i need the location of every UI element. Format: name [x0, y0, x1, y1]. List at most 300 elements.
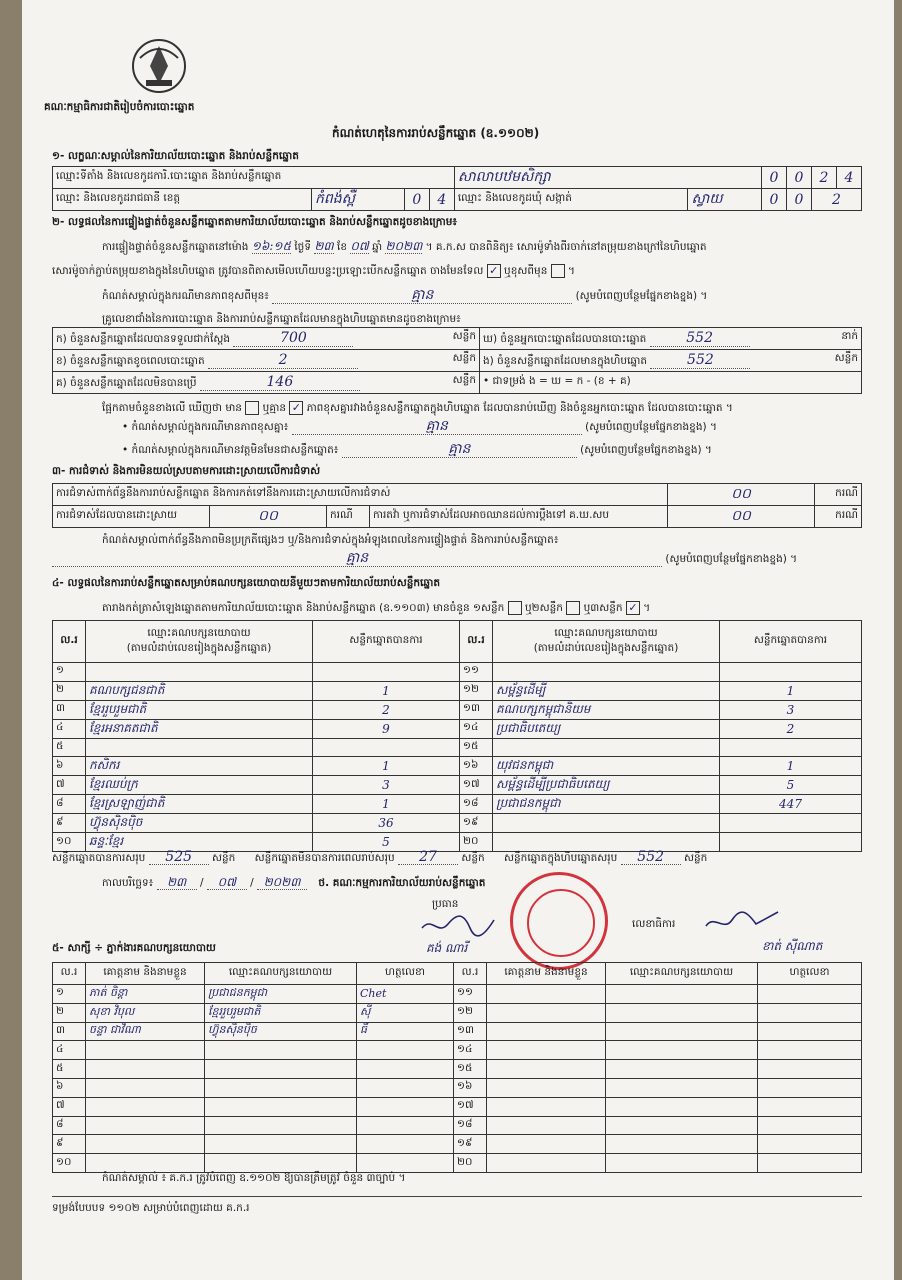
witness-signature: [758, 1041, 862, 1060]
day-label: ថ្ងៃទី: [294, 241, 311, 253]
witness-signature: [357, 1135, 454, 1154]
location-label: ឈ្មោះទីតាំង និងលេខកូដការិ.បោះឆ្នោត និងរាប់សន្លឹកឆ្នោត: [53, 167, 455, 189]
party-name: គណបក្សកម្ពុជានិយម: [493, 700, 720, 719]
witness-name: [487, 1154, 606, 1173]
col-sign: ហត្ថលេខា: [357, 963, 454, 985]
table-row: [53, 1097, 862, 1116]
in-box-row: [480, 350, 862, 372]
no-discrepancy-checkbox[interactable]: ✓: [289, 401, 303, 415]
date-year: ២០២៣: [257, 876, 307, 890]
note1-value: គ្មាន: [411, 287, 434, 303]
witness-party: [606, 1078, 758, 1097]
resolved-label: ការជំទាស់ដែលបានដោះស្រាយ: [53, 506, 210, 528]
p2-text: សោរម៉ូចាក់ភ្ជាប់តម្រុយខាងក្នុងនៃហិបឆ្នោត ត្រូវបានពិតាសមើលហើយបន្ទះប្រឡោះបើកសន្លឹកឆ្នោត ចាងមែនទែល: [52, 265, 484, 277]
commune-code-digit: 2: [812, 189, 862, 211]
col-party-title: ឈ្មោះគណបក្សនយោបាយ: [147, 626, 251, 639]
same-checkbox[interactable]: ✓: [487, 264, 501, 278]
witness-signature: [758, 1135, 862, 1154]
chair-label: ប្រធាន: [432, 898, 459, 910]
p2-text-b: ឬខុសពីមុន: [504, 265, 548, 277]
vote-count: [720, 814, 862, 833]
section5-note: កំណត់សម្គាល់ ៖ គ.ក.រ ត្រូវបំពេញ ឧ.១១០២ ឱ្យបានត្រឹមត្រូវ ចំនួន ៣ច្បាប់ ។: [102, 1172, 406, 1184]
row-number: ១១: [454, 985, 487, 1004]
vote-count: 9: [313, 719, 460, 738]
party-name: [493, 814, 720, 833]
vote-count: 447: [720, 795, 862, 814]
witness-signature: Chet: [357, 985, 454, 1004]
col-party: ឈ្មោះគណបក្សនយោបាយ: [606, 963, 758, 985]
two-sheet-checkbox[interactable]: [566, 601, 580, 615]
p5-text: ផ្អែកតាមចំនួនខាងលើ ឃើញថា មាន: [102, 402, 242, 414]
table-row: [53, 757, 862, 776]
chair-signature-icon: [418, 910, 498, 940]
witness-name: [487, 1078, 606, 1097]
note2-value: គ្មាន: [425, 418, 448, 434]
party-name: [86, 663, 313, 682]
row-number: ៦: [53, 1078, 86, 1097]
party-name: ខ្មែររួបរួមជាតិ: [86, 700, 313, 719]
vote-count: 3: [313, 776, 460, 795]
party-name: ឆន្ទៈខ្មែរ: [86, 833, 313, 852]
discrepancy-line: [102, 401, 733, 415]
party-name: [493, 833, 720, 852]
party-name: យុវជនកម្ពុជា: [493, 757, 720, 776]
vote-count: 3: [720, 700, 862, 719]
vote-count: 1: [313, 795, 460, 814]
received-label: ក) ចំនួនសន្លឹកឆ្នោតដែលបានទទួលជាក់ស្តែង: [56, 332, 231, 345]
row-number: ៨: [53, 795, 86, 814]
section2-paragraph4: គ្រូលេខាជាំងនៃការបោះឆ្នោត និងការរាប់សន្លឹកឆ្នោតដែលមានក្នុងហិបឆ្នោតមានដូចខាងក្រោម៖: [102, 313, 461, 325]
results-table: [52, 620, 862, 852]
row-number: ១៧: [460, 776, 493, 795]
section2-note1: កំណត់សម្គាល់ក្នុងករណីមានភាពខុសពីមុន៖ គ្មាន (សូមបំពេញបន្ថែមផ្នែកខាងខ្នង) ។: [102, 287, 708, 303]
witness-name: [487, 1097, 606, 1116]
witness-party: [606, 1003, 758, 1022]
col-votes: សន្លឹកឆ្នោតបានការ: [720, 621, 862, 663]
p5-text-c: ភាពខុសគ្នារវាងចំនួនសន្លឹកឆ្នោតក្នុងហិបឆ្នោត ដែលបានរាប់ឃើញ និងចំនួនអ្នកបោះឆ្នោត ដែលបានបោះឆ្នោត ។: [306, 402, 733, 414]
witness-signature: [758, 1060, 862, 1079]
party-name: [493, 663, 720, 682]
has-discrepancy-checkbox[interactable]: [245, 401, 259, 415]
row-number: ២: [53, 1003, 86, 1022]
vote-count: 1: [720, 681, 862, 700]
witness-party: [606, 1135, 758, 1154]
witness-name: [487, 1060, 606, 1079]
irregularity-note-label: កំណត់សម្គាល់ពាក់ព័ន្ធនឹងភាពមិនប្រក្រតីផ្សេងៗ ឬ/និងការជំទាស់ក្នុងអំឡុងពេលនៃការផ្ទៀងផ្ទាត់ និងការរាប់សន្លឹកឆ្នោត៖: [102, 534, 559, 546]
row-number: ១៦: [460, 757, 493, 776]
col-no: ល.រ: [454, 963, 487, 985]
row-number: ២០: [454, 1154, 487, 1173]
row-number: ៩: [53, 814, 86, 833]
total-invalid-label: សន្លឹកឆ្នោតមិនបានការពេលរាប់សរុប: [254, 852, 395, 864]
official-stamp-icon: [510, 872, 608, 970]
in-box-value: 552: [650, 352, 750, 369]
table-row: [53, 1135, 862, 1154]
table-row: [53, 1060, 862, 1079]
row-number: ១៦: [454, 1078, 487, 1097]
total-box-label: សន្លឹកឆ្នោតក្នុងហិបឆ្នោតសរុប: [504, 852, 618, 864]
witness-party: ប្រជាជនកម្ពុជា: [205, 985, 357, 1004]
date-label: កាលបរិច្ឆេទ៖: [102, 877, 154, 889]
col-name: គោត្តនាម និងនាមខ្លួន: [487, 963, 606, 985]
row-number: ២: [53, 681, 86, 700]
spoiled-value: 2: [208, 352, 358, 369]
commune-code-digit: 0: [762, 189, 787, 211]
col-no: ល.រ: [53, 963, 86, 985]
location-code-digit: 4: [837, 167, 862, 189]
party-name: កសិករ: [86, 757, 313, 776]
secretary-signature-icon: [702, 904, 782, 934]
witness-signature: [758, 985, 862, 1004]
party-name: [86, 738, 313, 757]
col-votes: សន្លឹកឆ្នោតបានការ: [313, 621, 460, 663]
row-number: ១: [53, 985, 86, 1004]
vote-count: [313, 738, 460, 757]
emblem-seal-icon: [128, 36, 190, 94]
party-name: ខ្មែរស្រឡាញ់ជាតិ: [86, 795, 313, 814]
row-number: ១០: [53, 1154, 86, 1173]
witness-signature: [357, 1041, 454, 1060]
row-number: ៥: [53, 738, 86, 757]
witness-party: [606, 1060, 758, 1079]
witness-name: [86, 1060, 205, 1079]
witness-party: [205, 1060, 357, 1079]
table-row: [53, 776, 862, 795]
witness-party: [205, 1116, 357, 1135]
row-number: ២០: [460, 833, 493, 852]
unit-label: ករណី: [815, 506, 862, 528]
three-sheet-checkbox[interactable]: ✓: [626, 601, 640, 615]
col-no: ល.រ: [460, 621, 493, 663]
witness-signature: [758, 1116, 862, 1135]
fill-note: (សូមបំពេញបន្ថែមផ្នែកខាងខ្នង): [580, 444, 702, 456]
committee-label: ថ. គណៈកម្មការការិយាល័យរាប់សន្លឹកឆ្នោត: [318, 877, 486, 889]
date-line: កាលបរិច្ឆេទ៖ ២៣ / ០៧ / ២០២៣ ថ. គណៈកម្មការការិយាល័យរាប់សន្លឹកឆ្នោត: [102, 875, 486, 889]
total-invalid-value: 27: [398, 851, 458, 865]
col-name: គោត្តនាម និងនាមខ្លួន: [86, 963, 205, 985]
irregularity-value: គ្មាន: [345, 550, 369, 566]
date-month: ០៧: [207, 876, 247, 890]
province-value: កំពង់ស្ពឺ: [311, 189, 404, 211]
irregularity-note: គ្មាន (សូមបំពេញបន្ថែមផ្នែកខាងខ្នង) ។: [52, 552, 862, 567]
received-value: 700: [233, 330, 353, 347]
section1-table: [52, 166, 862, 211]
table-row: [53, 1041, 862, 1060]
witness-party: [606, 1041, 758, 1060]
witness-signature: [758, 1003, 862, 1022]
row-number: ៥: [53, 1060, 86, 1079]
col-party: ឈ្មោះគណបក្សនយោបាយ: [205, 963, 357, 985]
witness-name: [86, 1041, 205, 1060]
appeals-value: ០០: [668, 506, 815, 528]
section2-paragraph2: សោរម៉ូចាក់ភ្ជាប់តម្រុយខាងក្នុងនៃហិបឆ្នោត ត្រូវបានពិតាសមើលហើយបន្ទះប្រឡោះបើកសន្លឹកឆ្នោត ចាងមែនទែល ✓ ឬខុសពីមុន ។: [52, 264, 575, 277]
different-checkbox[interactable]: [551, 264, 565, 278]
org-name: គណៈកម្មាធិការជាតិរៀបចំការបោះឆ្នោត: [44, 101, 195, 113]
note3-label: • កំណត់សម្គាល់ក្នុងករណីមានវត្តមិនមែនជាសន្លឹកឆ្នោត៖: [122, 444, 339, 456]
table-row: [53, 681, 862, 700]
location-code-digit: 0: [762, 167, 787, 189]
location-value: សាលាបឋមសិក្សា: [454, 167, 761, 189]
table-row: [53, 1154, 862, 1173]
unused-label: គ) ចំនួនសន្លឹកឆ្នោតដែលមិនបានប្រើ: [56, 376, 197, 389]
witness-party: [205, 1097, 357, 1116]
party-name: សម្ព័ន្ធដើម្បីប្រជាធិបតេយ្យ: [493, 776, 720, 795]
col-party: [493, 621, 720, 663]
party-name: ខ្មែរអនាគតជាតិ: [86, 719, 313, 738]
vote-count: [720, 738, 862, 757]
witness-party: ហ៊្វុនស៊ិនប៉ិច: [205, 1022, 357, 1041]
witness-signature: [357, 1078, 454, 1097]
section4-intro: តារាងកត់ត្រាសំឡេងឆ្នោតតាមការិយាល័យបោះឆ្នោត និងរាប់សន្លឹកឆ្នោត (ឧ.១១០៣) មានចំនួន ១សន្លឹក ឬ២សន្លឹក ឬ៣សន្លឹក ✓ ។: [102, 601, 651, 614]
witness-name: [487, 1116, 606, 1135]
table-row: [53, 719, 862, 738]
witness-signature: [357, 1154, 454, 1173]
witness-name: [487, 1135, 606, 1154]
row-number: ១៥: [460, 738, 493, 757]
row-number: ១៤: [460, 719, 493, 738]
col-sign: ហត្ថលេខា: [758, 963, 862, 985]
in-box-label: ង) ចំនួនសន្លឹកឆ្នោតដែលមានក្នុងហិបឆ្នោត: [483, 354, 648, 367]
section5-heading: ៥- សាក្សី ÷ ភ្នាក់ងារគណបក្សនយោបាយ: [52, 942, 216, 954]
section3-heading: ៣- ការជំទាស់ និងការមិនយល់ស្របតាមការដោះស្រាយលើការជំទាស់: [52, 465, 321, 477]
table-row: [53, 1078, 862, 1097]
row-number: ១៣: [454, 1022, 487, 1041]
location-code-digit: 0: [787, 167, 812, 189]
form-sheet: [22, 0, 894, 1280]
table-row: [53, 1116, 862, 1135]
vote-count: 5: [313, 833, 460, 852]
resolved-value: ០០: [209, 506, 326, 528]
row-number: ៩: [53, 1135, 86, 1154]
witness-party: [606, 1116, 758, 1135]
witness-signature: [758, 1078, 862, 1097]
chair-name: គង់ ណារី: [426, 941, 468, 955]
party-name: គណបក្សជនជាតិ: [86, 681, 313, 700]
total-box-value: 552: [621, 851, 681, 865]
witness-name: ចន្ទា ជាវិណា: [86, 1022, 205, 1041]
vote-count: 1: [313, 757, 460, 776]
row-number: ៣: [53, 700, 86, 719]
party-name: ខ្មែរឈប់ក្រ: [86, 776, 313, 795]
intro-text-b: ឬ២សន្លឹក: [524, 602, 563, 614]
witness-name: [487, 1022, 606, 1041]
witness-name: ភាត់ ចិន្តា: [86, 985, 205, 1004]
unit-label: សន្លឹក: [452, 329, 476, 342]
witness-table: [52, 962, 862, 1173]
row-number: ៦: [53, 757, 86, 776]
province-code-digit: 0: [404, 189, 429, 211]
witness-name: [86, 1097, 205, 1116]
row-number: ១៥: [454, 1060, 487, 1079]
witness-party: [205, 1041, 357, 1060]
witness-signature: [357, 1060, 454, 1079]
month-label: ខែ: [337, 241, 348, 253]
foreign-object-note: • កំណត់សម្គាល់ក្នុងករណីមានវត្តមិនមែនជាសន្លឹកឆ្នោត៖ គ្មាន (សូមបំពេញបន្ថែមផ្នែកខាងខ្នង) ។: [122, 441, 712, 457]
table-row: [53, 985, 862, 1004]
vote-count: [313, 663, 460, 682]
row-number: ១០: [53, 833, 86, 852]
p1-text: ការផ្ទៀងផ្ទាត់ចំនួនសន្លឹកឆ្នោតនៅម៉ោង: [102, 241, 249, 253]
vote-count: 1: [313, 681, 460, 700]
row-number: ១៨: [454, 1116, 487, 1135]
count-month: ០៧: [350, 239, 369, 253]
witness-party: [205, 1135, 357, 1154]
table-row: [53, 814, 862, 833]
row-number: ៨: [53, 1116, 86, 1135]
vote-count: 1: [720, 757, 862, 776]
count-time: ១៦:១៥: [251, 239, 291, 253]
row-number: ៤: [53, 1041, 86, 1060]
appeals-label: ការតវ៉ា ឬការជំទាស់ដែលអាចឈានដល់ការប្តឹងទៅ គ.ឃ.សប: [369, 506, 667, 528]
table-row: [53, 1003, 862, 1022]
location-code-digit: 2: [812, 167, 837, 189]
row-number: ៧: [53, 1097, 86, 1116]
witness-name: [86, 1135, 205, 1154]
witness-party: ខ្មែររួបរួមជាតិ: [205, 1003, 357, 1022]
witness-name: [487, 1003, 606, 1022]
unit-label: សន្លឹក: [834, 351, 858, 364]
witness-signature: [758, 1097, 862, 1116]
row-number: ១២: [454, 1003, 487, 1022]
voters-value: 552: [650, 330, 750, 347]
witness-party: [606, 1154, 758, 1173]
unit-label: នាក់: [841, 329, 858, 342]
witness-party: [606, 985, 758, 1004]
vote-count: [720, 833, 862, 852]
objections-value: ០០: [668, 484, 815, 506]
unit-label: សន្លឹក: [461, 852, 485, 864]
witness-name: [86, 1154, 205, 1173]
spoiled-row: [53, 350, 480, 372]
province-label: ឈ្មោះ និងលេខកូដរាជធានី ខេត្ត: [53, 189, 312, 211]
objections-table: [52, 483, 862, 528]
witness-party: [606, 1097, 758, 1116]
year-label: ឆ្នាំ: [372, 241, 383, 253]
witness-name: សុខា វិបុល: [86, 1003, 205, 1022]
note3-value: គ្មាន: [448, 441, 471, 457]
objections-label: ការជំទាស់ពាក់ព័ន្ធនឹងការរាប់សន្លឹកឆ្នោត និងការកត់ទៅនឹងការដោះស្រាយលើការជំទាស់: [53, 484, 668, 506]
witness-name: [487, 1041, 606, 1060]
p5-text-b: ឬគ្មាន: [262, 402, 286, 414]
unit-label: ករណី: [326, 506, 369, 528]
witness-party: [606, 1022, 758, 1041]
section4-heading: ៤- លទ្ធផលនៃការរាប់សន្លឹកឆ្នោតសម្រាប់គណបក្សនយោបាយនីមួយៗតាមការិយាល័យរាប់សន្លឹកឆ្នោត: [52, 577, 441, 589]
commune-value: ស្វាយ: [688, 189, 762, 211]
vote-count: [720, 663, 862, 682]
row-number: ១៩: [454, 1135, 487, 1154]
p1-text-b: ។ គ.ក.ស បានពិនិត្យ៖ សោរម៉ូទាំងពីរចាក់នៅតម្រុយខាងក្រៅនៃហិបឆ្នោត: [425, 241, 707, 253]
unused-value: 146: [200, 374, 360, 391]
count-year: ២០២៣: [385, 239, 423, 253]
row-number: ១: [53, 663, 86, 682]
row-number: ១១: [460, 663, 493, 682]
row-number: ៤: [53, 719, 86, 738]
vote-count: 5: [720, 776, 862, 795]
party-name: ហ៊្វុនស៊ិនប៉ិច: [86, 814, 313, 833]
witness-name: [86, 1078, 205, 1097]
col-party-sub: (តាមលំដាប់លេខរៀងក្នុងសន្លឹកឆ្នោត): [533, 641, 679, 654]
commune-code-digit: 0: [787, 189, 812, 211]
secretary-label: លេខាធិការ: [632, 918, 676, 930]
party-name: ប្រជាជនកម្ពុជា: [493, 795, 720, 814]
col-party: [86, 621, 313, 663]
one-sheet-checkbox[interactable]: [508, 601, 522, 615]
unused-row: [53, 372, 480, 394]
witness-signature: ធី: [357, 1022, 454, 1041]
discrepancy-note: • កំណត់សម្គាល់ក្នុងករណីមានភាពខុសគ្នា៖ គ្មាន (សូមបំពេញបន្ថែមផ្នែកខាងខ្នង) ។: [122, 418, 717, 434]
date-day: ២៣: [157, 876, 197, 890]
note1-label: កំណត់សម្គាល់ក្នុងករណីមានភាពខុសពីមុន៖: [102, 290, 269, 302]
witness-party: [205, 1078, 357, 1097]
totals-line: [52, 851, 862, 865]
received-row: [53, 328, 480, 350]
voters-row: [480, 328, 862, 350]
formula: • ជាទម្រង់ ង = ឃ = ក - (ខ + គ): [480, 372, 862, 394]
count-day: ២៣: [314, 239, 334, 253]
table-row: [53, 663, 862, 682]
witness-signature: [357, 1097, 454, 1116]
witness-name: [86, 1116, 205, 1135]
table-row: [53, 700, 862, 719]
section1-heading: ១- លក្ខណៈសម្គាល់នៃការិយាល័យបោះឆ្នោត និងរាប់សន្លឹកឆ្នោត: [52, 150, 299, 162]
intro-text: តារាងកត់ត្រាសំឡេងឆ្នោតតាមការិយាល័យបោះឆ្នោត និងរាប់សន្លឹកឆ្នោត (ឧ.១១០៣) មានចំនួន ១សន្លឹក: [102, 602, 505, 614]
unit-label: សន្លឹក: [684, 852, 708, 864]
form-footer: ទម្រង់បែបបទ ១១០២ សម្រាប់បំពេញដោយ គ.ក.រ: [52, 1202, 250, 1214]
vote-count: 36: [313, 814, 460, 833]
total-valid-label: សន្លឹកឆ្នោតបានការសរុប: [52, 852, 146, 864]
fill-note: (សូមបំពេញបន្ថែមផ្នែកខាងខ្នង): [585, 421, 707, 433]
row-number: ១២: [460, 681, 493, 700]
witness-signature: [357, 1116, 454, 1135]
table-row: [53, 1022, 862, 1041]
party-name: សម្ព័ន្ធដើម្បី: [493, 681, 720, 700]
row-number: ១៨: [460, 795, 493, 814]
spoiled-label: ខ) ចំនួនសន្លឹកឆ្នោតខូចពេលបោះឆ្នោត: [56, 354, 205, 367]
note2-label: • កំណត់សម្គាល់ក្នុងករណីមានភាពខុសគ្នា៖: [122, 421, 289, 433]
party-name: [493, 738, 720, 757]
row-number: ១៧: [454, 1097, 487, 1116]
secretary-name: ខាត់ ស៊ីណាត: [762, 939, 823, 953]
col-party-sub: (តាមលំដាប់លេខរៀងក្នុងសន្លឹកឆ្នោត): [126, 641, 272, 654]
fill-note: (សូមបំពេញបន្ថែមផ្នែកខាងខ្នង): [575, 290, 698, 302]
row-number: ១៩: [460, 814, 493, 833]
section2-paragraph1: [102, 240, 707, 254]
witness-party: [205, 1154, 357, 1173]
witness-signature: ស៊ី: [357, 1003, 454, 1022]
voters-label: ឃ) ចំនួនអ្នកបោះឆ្នោតដែលបានបោះឆ្នោត: [483, 332, 647, 345]
table-row: [53, 795, 862, 814]
ballot-count-table: [52, 327, 862, 394]
col-no: ល.រ: [53, 621, 86, 663]
section2-heading: ២- លទ្ធផលនៃការផ្ទៀងផ្ទាត់ចំនួនសន្លឹកឆ្នោតតាមការិយាល័យបោះឆ្នោត និងរាប់សន្លឹកឆ្នោតដូចខាងក្រោម៖: [52, 216, 458, 228]
witness-name: [487, 985, 606, 1004]
footer-divider: [52, 1196, 862, 1197]
row-number: ១៤: [454, 1041, 487, 1060]
col-party-title: ឈ្មោះគណបក្សនយោបាយ: [554, 626, 658, 639]
vote-count: 2: [313, 700, 460, 719]
unit-label: ករណី: [815, 484, 862, 506]
unit-label: សន្លឹក: [452, 351, 476, 364]
vote-count: 2: [720, 719, 862, 738]
table-row: [53, 738, 862, 757]
fill-note: (សូមបំពេញបន្ថែមផ្នែកខាងខ្នង): [665, 553, 787, 565]
total-valid-value: 525: [149, 851, 209, 865]
row-number: ១៣: [460, 700, 493, 719]
unit-label: សន្លឹក: [452, 373, 476, 386]
row-number: ៧: [53, 776, 86, 795]
province-code-digit: 4: [429, 189, 454, 211]
witness-signature: [758, 1154, 862, 1173]
